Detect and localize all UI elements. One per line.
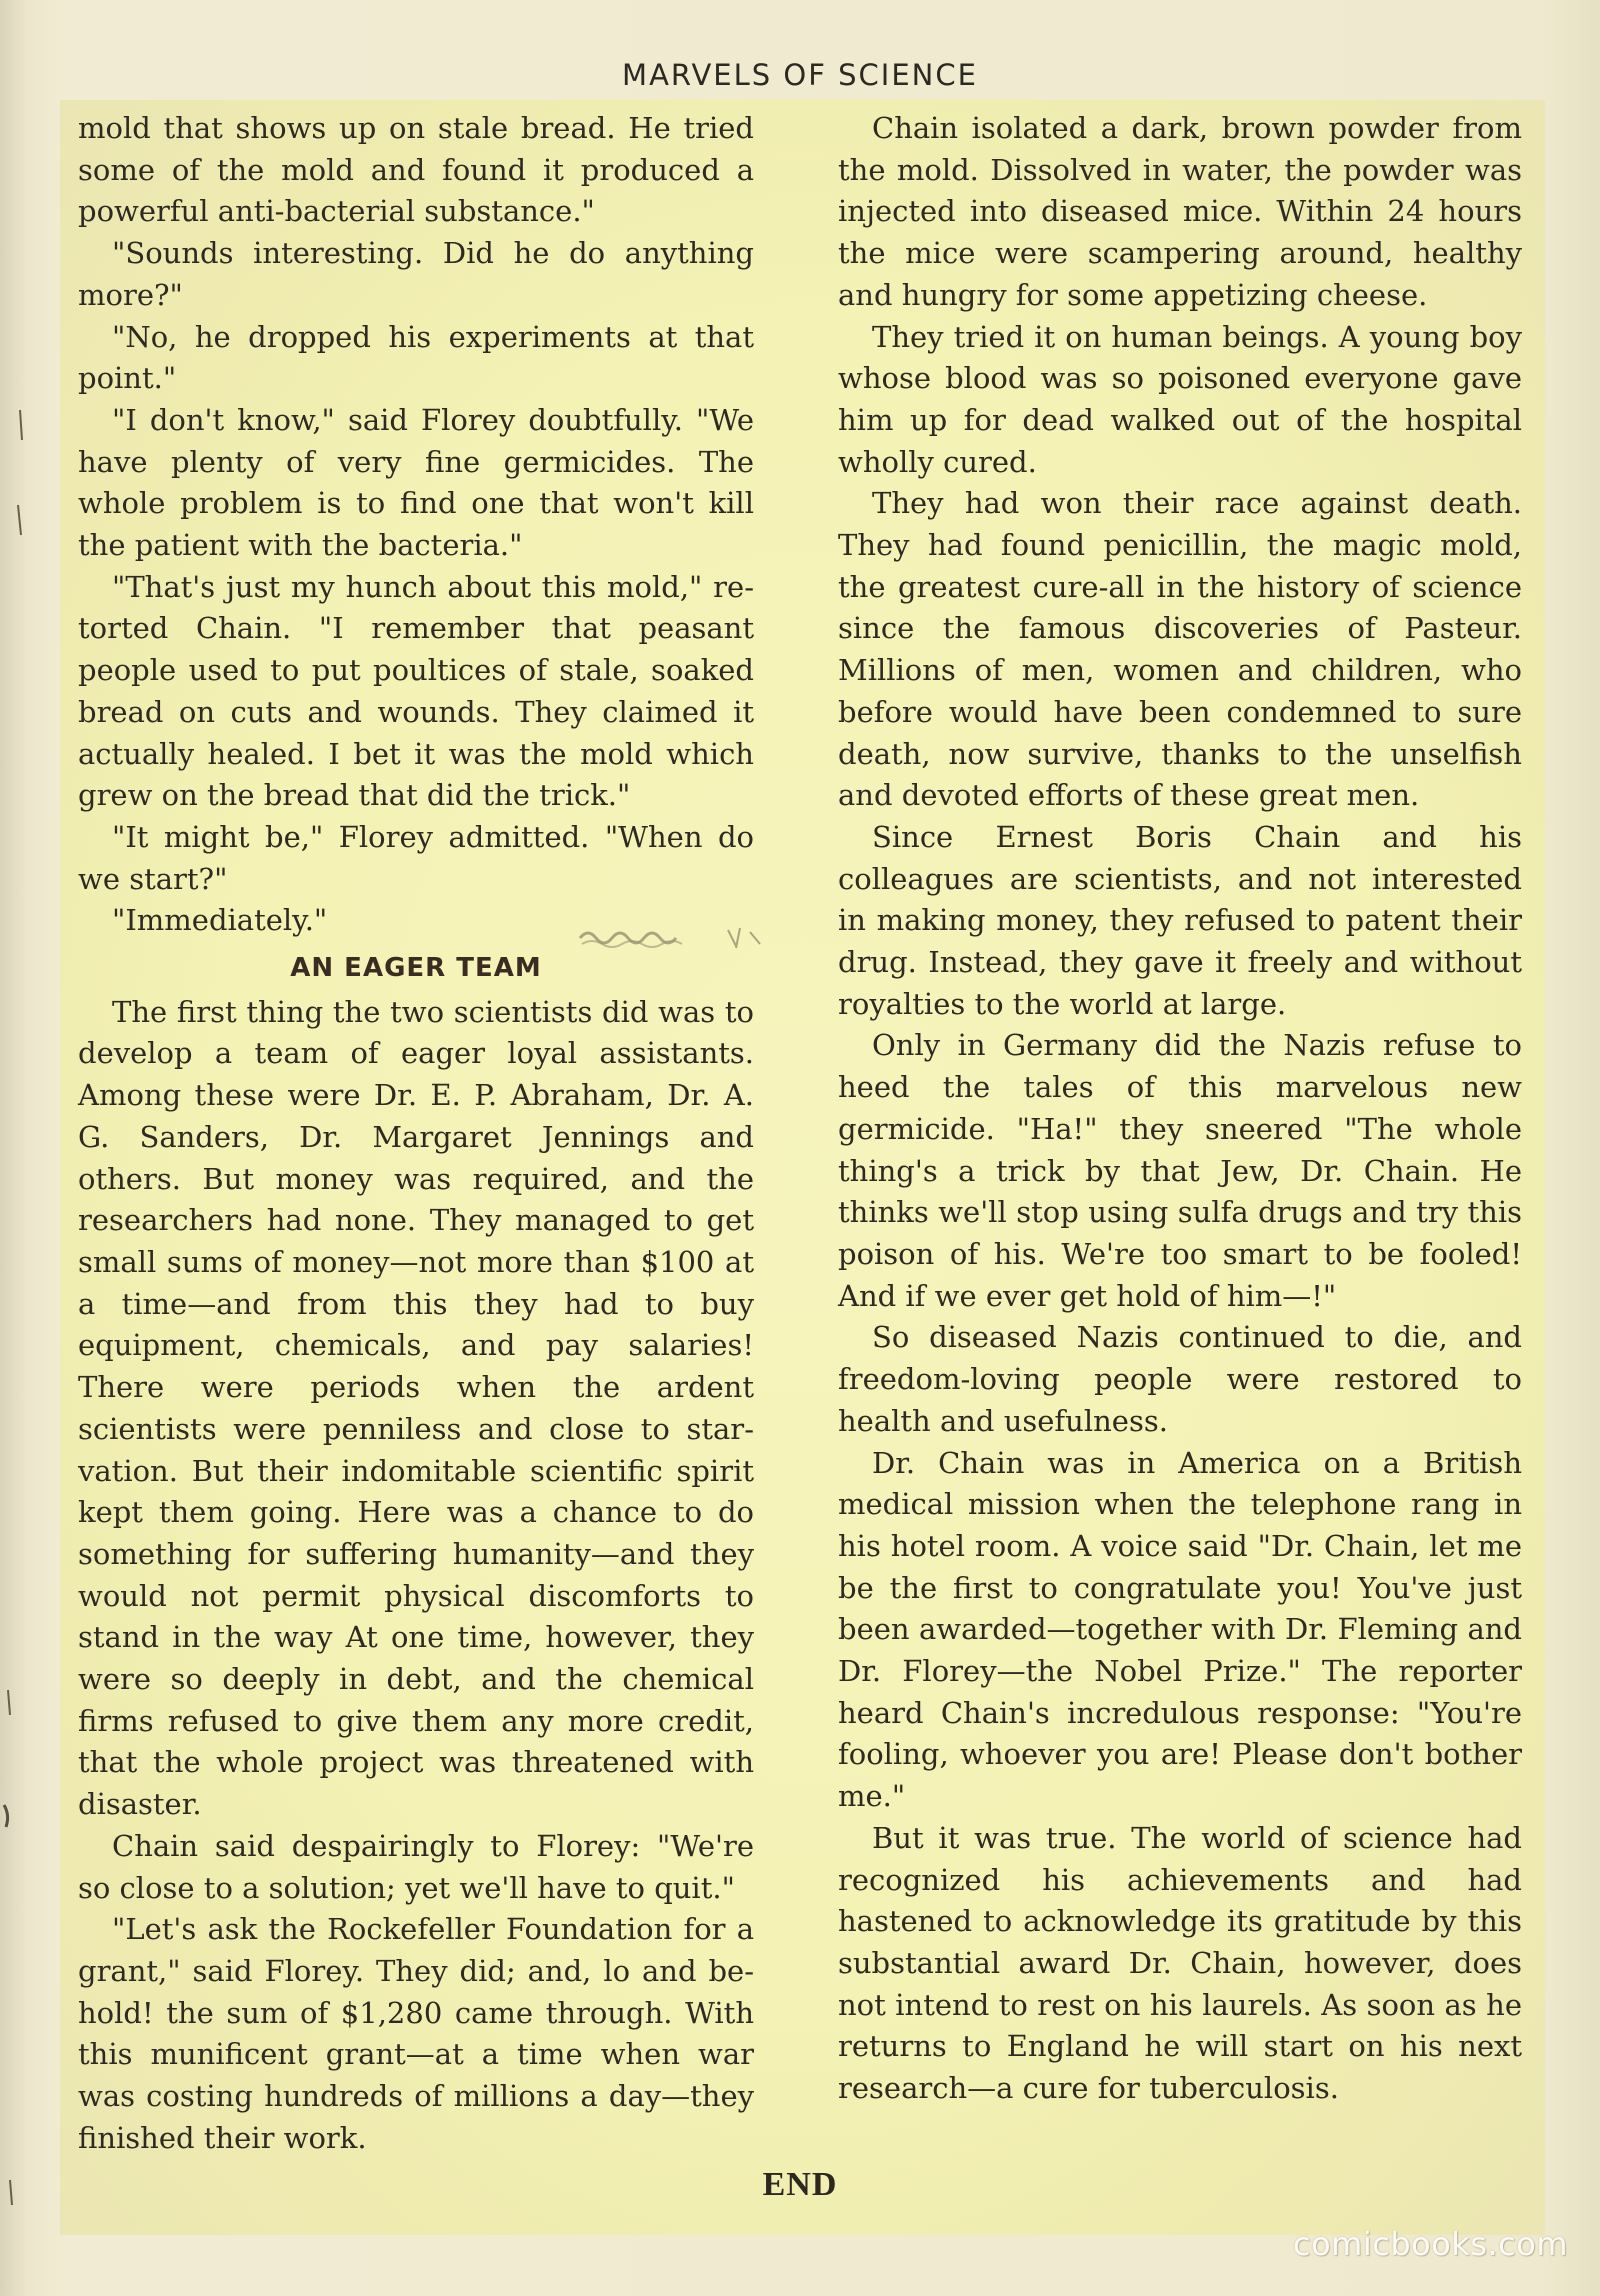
end-mark: END bbox=[762, 2166, 838, 2203]
paragraph: mold that shows up on stale bread. He tried some of the mold and found it produced a powerful anti-bacterial substance." bbox=[78, 111, 754, 229]
paragraph: Only in Germany did the Nazis refuse to heed the tales of this marvelous new germicide. "Ha!" they sneered "The whole thing's a trick by that Jew, Dr. Chain. He thinks we'll stop using sulfa drugs and try this poison of his. We're too smart to be fooled! And if we ever get hold of him—!" bbox=[838, 1028, 1522, 1313]
paragraph: "Let's ask the Rockefeller Foundation for a grant," said Florey. They did; and, lo and behold! the sum of $1,280 came through. With this munificent grant—at a time when war was costing hundreds of millions a day—they finished their work. bbox=[78, 1912, 754, 2155]
binding-marks-decoration bbox=[0, 0, 30, 2296]
paragraph: "I don't know," said Florey doubtfully. "We have plenty of very fine germicides. The whole problem is to find one that won't kill the patient with the bacteria." bbox=[78, 402, 754, 563]
paragraph: "It might be," Florey admitted. "When do we start?" bbox=[78, 819, 754, 896]
paragraph: "That's just my hunch about this mold," retorted Chain. "I remember that peasant people used to put poultices of stale, soaked bread on cuts and wounds. They claimed it actually healed. I bet it was the mold which grew on the bread that did the trick." bbox=[78, 569, 754, 813]
paragraph: They had won their race against death. They had found penicillin, the magic mold, the greatest cure-all in the history of science since the famous discoveries of Pasteur. Millions of men, women and children, who before would have been condemned to sure death, now survive, thanks to the unselfish and devoted efforts of these great men. bbox=[838, 486, 1522, 813]
paragraph: But it was true. The world of science had recognized his achievements and had hastened to acknowledge its gratitude by this substantial award Dr. Chain, however, does not intend to rest on his laurels. As soon as he returns to England he will start on his next research—a cure for tuberculosis. bbox=[838, 1820, 1522, 2106]
paragraph: "Immediately." bbox=[112, 903, 328, 938]
site-watermark: comicbooks.com bbox=[1292, 2225, 1568, 2263]
left-text-column bbox=[78, 108, 754, 2159]
paragraph: Dr. Chain was in America on a British medical mission when the telephone rang in his hotel room. A voice said "Dr. Chain, let me be the first to congratulate you! You've just been awarded—together with Dr. Fleming and Dr. Florey—the Nobel Prize." The reporter heard Chain's incredulous response: "You're fooling, whoever you are! Please don't bother me." bbox=[838, 1445, 1522, 1814]
running-title: MARVELS OF SCIENCE bbox=[622, 58, 978, 92]
paragraph: Chain isolated a dark, brown powder from the mold. Dissolved in water, the powder was injected into diseased mice. Within 24 hours the mice were scampering around, healthy and hungry for some appetizing cheese. bbox=[838, 111, 1522, 312]
paragraph: "No, he dropped his experiments at that point." bbox=[78, 319, 754, 396]
paragraph: The first thing the two scientists did was to develop a team of eager loyal assistants. Among these were Dr. E. P. Abraham, Dr. A. G. Sanders, Dr. Margaret Jennings and others. But money was required, and the researchers had none. They managed to get small sums of money—not more than $100 at a time—and from this they had to buy equipment, chemicals, and pay salaries! There were periods when the ardent scientists were penniless and close to starvation. But their indomitable scientific spirit kept them going. Here was a chance to do something for suffering humanity—and they would not permit physical discomforts to stand in the way At one time, however, they were so deeply in debt, and the chemical firms refused to give them any more credit, that the whole project was threatened with disaster. bbox=[78, 994, 754, 1822]
paragraph: "Sounds interesting. Did he do anything more?" bbox=[78, 236, 754, 312]
right-text-column bbox=[838, 108, 1522, 2110]
ornament-scribble bbox=[578, 920, 778, 956]
paragraph: So diseased Nazis continued to die, and freedom-loving people were restored to health and usefulness. bbox=[838, 1320, 1522, 1438]
paragraph: They tried it on human beings. A young boy whose blood was so poisoned everyone gave him up for dead walked out of the hospital wholly cured. bbox=[838, 319, 1522, 479]
section-subheading: AN EAGER TEAM bbox=[290, 953, 542, 984]
paragraph: Since Ernest Boris Chain and his colleagues are scientists, and not interested in making money, they refused to patent their drug. Instead, they gave it freely and without royalties to the world at large. bbox=[838, 819, 1522, 1021]
paragraph: Chain said despairingly to Florey: "We're so close to a solution; yet we'll have to quit." bbox=[78, 1828, 754, 1905]
